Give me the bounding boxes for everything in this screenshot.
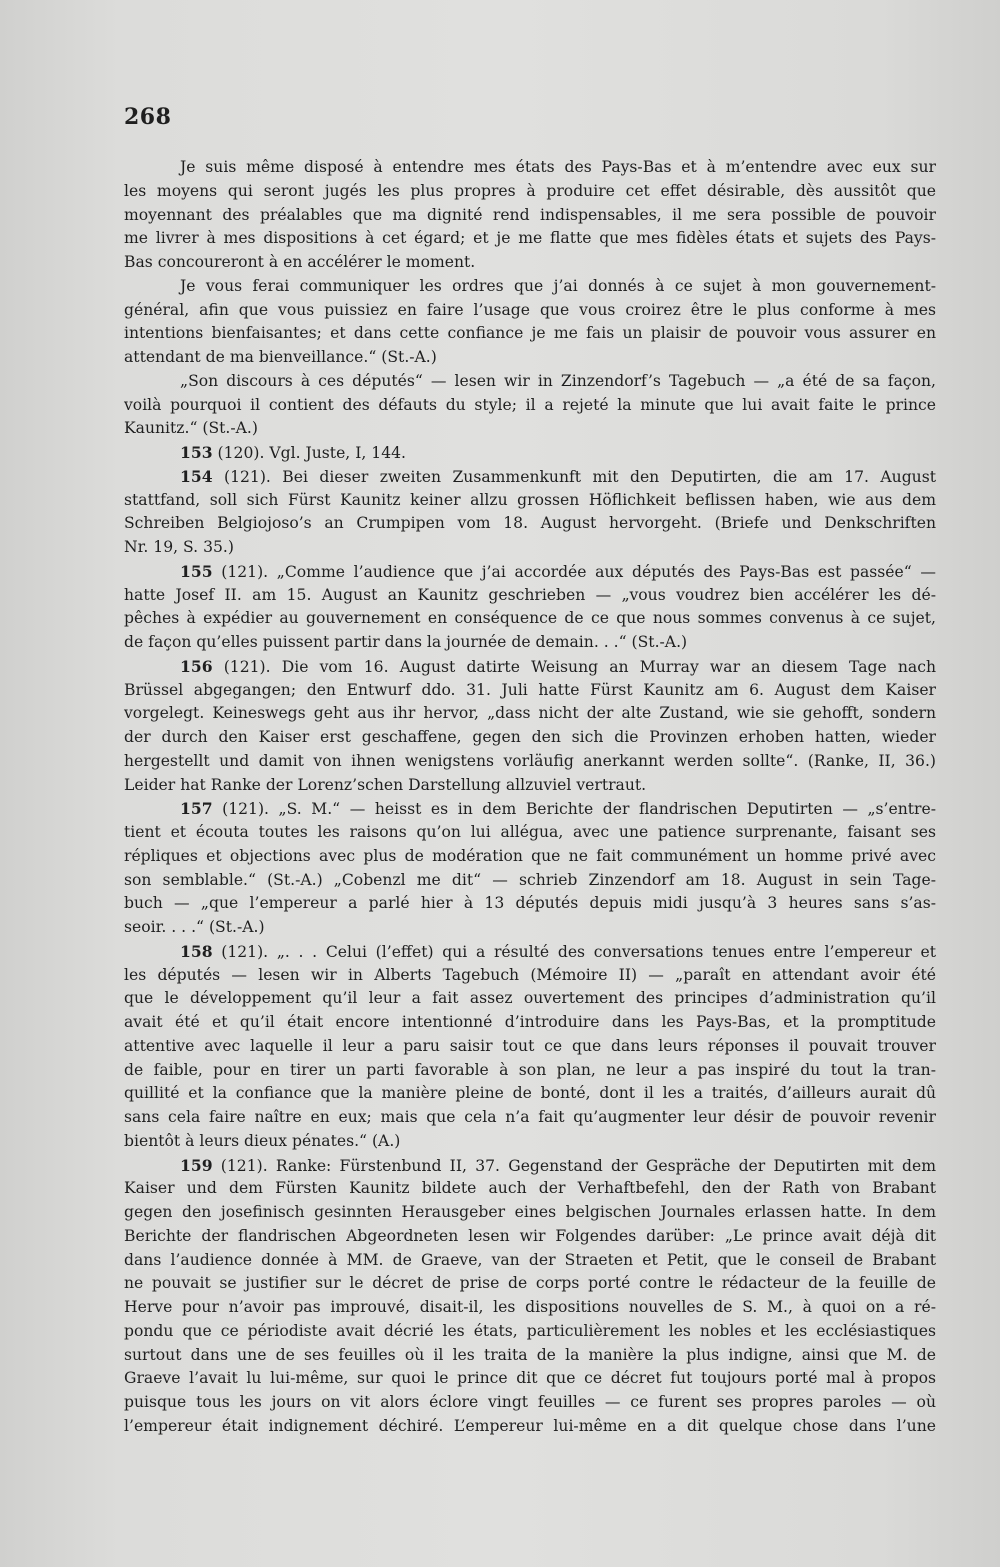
- footnote-number: 159: [180, 1155, 213, 1175]
- line-text: „Son discours à ces députés“ — lesen wir in Zinzendorf’s Tagebuch — „a été de sa façon,: [180, 371, 936, 390]
- text-line: [124, 204, 936, 228]
- line-text: général, afin que vous puissiez en faire l’usage que vous croirez être le plus conforme à mes: [124, 300, 936, 319]
- line-text: der durch den Kaiser erst geschaffene, gegen den sich die Provinzen erhoben hatten, wieder: [124, 728, 936, 746]
- line-text: attendant de ma bienveillance.“ (St.-A.): [124, 348, 437, 366]
- text-line: [124, 631, 936, 655]
- text-line: [124, 964, 936, 988]
- footnote-number: 156: [180, 656, 213, 676]
- line-text: buch — „que l’empereur a parlé hier à 13 députés depuis midi jusqu’à 3 heures sans s’as-: [124, 894, 936, 913]
- line-text: puisque tous les jours on vit alors éclore vingt feuilles — ce furent ses propres paroles — où: [124, 1393, 936, 1411]
- text-line: [124, 322, 936, 346]
- text-line: [124, 869, 936, 893]
- line-text: seoir. . . .“ (St.-A.): [124, 918, 265, 936]
- text-line: [124, 1201, 936, 1225]
- line-text: pêches à expédier au gouvernement en conséquence de ce que nous sommes convenus à ce sujet,: [124, 609, 936, 628]
- line-text: vorgelegt. Keineswegs geht aus ihr hervor, „dass nicht der alte Zustand, wie sie gehofft, sondern: [124, 704, 936, 723]
- text-line: [124, 1011, 936, 1035]
- text-line: [124, 512, 936, 536]
- line-text: son semblable.“ (St.-A.) „Cobenzl me dit“ — schrieb Zinzendorf am 18. August in sein Tage-: [124, 870, 936, 889]
- line-text: Nr. 19, S. 35.): [124, 538, 234, 556]
- footnote-line: [124, 560, 936, 584]
- text-line: [124, 180, 936, 204]
- text-line: [124, 536, 936, 560]
- footnote-line: [124, 1154, 936, 1178]
- line-text: stattfand, soll sich Fürst Kaunitz keiner allzu grossen Höflichkeit beflissen haben, wie aus dem: [124, 490, 936, 509]
- text-line: [124, 1391, 936, 1415]
- text-line: [124, 1059, 936, 1083]
- line-text: (121). Die vom 16. August datirte Weisung an Murray war an diesem Tage nach: [212, 657, 936, 676]
- text-line: [124, 987, 936, 1011]
- text-line: [124, 1344, 936, 1368]
- text-line: [124, 584, 936, 608]
- line-text: les députés — lesen wir in Alberts Tagebuch (Mémoire II) — „paraît en attendant avoir été: [124, 965, 936, 984]
- line-text: Je vous ferai communiquer les ordres que j’ai donnés à ce sujet à mon gouvernement-: [180, 276, 936, 295]
- text-line: [124, 607, 936, 631]
- text-line: [124, 916, 936, 940]
- line-text: me livrer à mes dispositions à cet égard; et je me flatte que mes fidèles états et sujets des Pays-: [124, 229, 936, 248]
- line-text: voilà pourquoi il contient des défauts du style; il a rejeté la minute que lui avait faite le prince: [124, 395, 936, 414]
- text-line: [124, 1106, 936, 1130]
- text-line: [124, 251, 936, 275]
- text-line: [124, 702, 936, 726]
- line-text: attentive avec laquelle il leur a paru saisir tout ce que dans leurs réponses il pouvait trouver: [124, 1036, 936, 1055]
- line-text: bientôt à leurs dieux pénates.“ (A.): [124, 1131, 401, 1150]
- text-line: [124, 394, 936, 418]
- text-line: [124, 892, 936, 916]
- line-text: Kaiser und dem Fürsten Kaunitz bildete auch der Verhaftbefehl, den der Rath von Brabant: [124, 1179, 936, 1198]
- text-line: [124, 1272, 936, 1296]
- line-text: de façon qu’elles puissent partir dans la journée de demain. . .“ (St.-A.): [124, 633, 688, 651]
- line-text: intentions bienfaisantes; et dans cette confiance je me fais un plaisir de pouvoir vous assurer en: [124, 324, 936, 343]
- line-text: dans l’audience donnée à MM. de Graeve, van der Straeten et Petit, que le conseil de Brabant: [124, 1250, 936, 1269]
- footnote-line: [124, 797, 936, 821]
- line-text: Graeve l’avait lu lui-même, sur quoi le prince dit que ce décret fut toujours porté mal à propos: [124, 1369, 936, 1388]
- text-line: [124, 774, 936, 798]
- line-text: (121). „Comme l’audience que j’ai accordée aux députés des Pays-Bas est passée“ —: [212, 562, 936, 581]
- line-text: que le développement qu’il leur a fait assez ouvertement des principes d’administration qu’il: [124, 989, 936, 1008]
- footnote-number: 157: [180, 799, 213, 819]
- text-line: [124, 275, 936, 299]
- text-line: [124, 1035, 936, 1059]
- footnote-line: [124, 655, 936, 679]
- line-text: Leider hat Ranke der Lorenz’schen Darstellung allzuviel vertraut.: [124, 775, 647, 794]
- line-text: surtout dans une de ses feuilles où il les traita de la manière la plus indigne, ainsi que M. de: [124, 1345, 936, 1364]
- text-line: [124, 156, 936, 180]
- text-line: [124, 370, 936, 394]
- text-line: [124, 845, 936, 869]
- footnote-number: 153: [180, 443, 213, 462]
- text-line: [124, 750, 936, 774]
- text-line: [124, 1249, 936, 1273]
- line-text: gegen den josefinisch gesinnten Herausgeber eines belgischen Journales erlassen hatte. In dem: [124, 1203, 936, 1221]
- line-text: Bas concoureront à en accélérer le moment.: [124, 253, 476, 271]
- line-text: sans cela faire naître en eux; mais que cela n’a fait qu’augmenter leur désir de pouvoir revenir: [124, 1108, 936, 1126]
- line-text: l’empereur était indignement déchiré. L’empereur lui-même en a dit quelque chose dans l’une: [124, 1416, 936, 1435]
- line-text: Herve pour n’avoir pas improuvé, disait-il, les dispositions nouvelles de S. M., à quoi on a ré-: [124, 1298, 936, 1316]
- line-text: Brüssel abgegangen; den Entwurf ddo. 31. Juli hatte Fürst Kaunitz am 6. August dem Kaiser: [124, 680, 936, 699]
- line-text: avait été et qu’il était encore intentionné d’introduire dans les Pays-Bas, et la promptitude: [124, 1013, 936, 1031]
- footnote-number: 158: [180, 941, 213, 961]
- footnote-number: 155: [180, 561, 213, 581]
- text-line: [124, 1415, 936, 1439]
- line-text: Schreiben Belgiojoso’s an Crumpipen vom 18. August hervorgeht. (Briefe und Denkschriften: [124, 514, 936, 533]
- text-line: [124, 1225, 936, 1249]
- line-text: tient et écouta toutes les raisons qu’on lui allégua, avec une patience surprenante, faisant ses: [124, 823, 936, 841]
- text-line: [124, 227, 936, 251]
- line-text: Berichte der flandrischen Abgeordneten lesen wir Folgendes darüber: „Le prince avait déjà dit: [124, 1226, 936, 1245]
- line-text: (121). Ranke: Fürstenbund II, 37. Gegenstand der Gespräche der Deputirten mit dem: [212, 1156, 936, 1175]
- line-text: (121). Bei dieser zweiten Zusammenkunft mit den Deputirten, die am 17. August: [212, 467, 936, 486]
- line-text: moyennant des préalables que ma dignité rend indispensables, il me sera possible de pouvoir: [124, 205, 936, 224]
- footnote-number: 154: [180, 466, 213, 486]
- text-line: [124, 417, 936, 441]
- line-text: (121). „S. M.“ — heisst es in dem Berichte der flandrischen Deputirten — „s’entre-: [212, 800, 936, 819]
- line-text: répliques et objections avec plus de modération que ne fait communément un homme privé avec: [124, 846, 936, 865]
- footnote-line: [124, 465, 936, 489]
- text-line: [124, 1177, 936, 1201]
- page-number: 268: [124, 104, 172, 130]
- line-text: les moyens qui seront jugés les plus propres à produire cet effet désirable, dès aussitôt que: [124, 181, 936, 200]
- text-line: [124, 679, 936, 703]
- footnote-line: [124, 441, 936, 465]
- text-line: [124, 1367, 936, 1391]
- line-text: (121). „. . . Celui (l’effet) qui a résulté des conversations tenues entre l’empereur et: [212, 942, 936, 961]
- text-line: [124, 821, 936, 845]
- footnote-line: [124, 940, 936, 964]
- text-line: [124, 1320, 936, 1344]
- text-line: [124, 346, 936, 370]
- text-line: [124, 1130, 936, 1154]
- line-text: hatte Josef II. am 15. August an Kaunitz geschrieben — „vous voudrez bien accélérer les dé-: [124, 585, 936, 604]
- text-line: [124, 1296, 936, 1320]
- line-text: Je suis même disposé à entendre mes états des Pays-Bas et à m’entendre avec eux sur: [180, 158, 936, 176]
- line-text: ne pouvait se justifier sur le décret de prise de corps porté contre le rédacteur de la feuille de: [124, 1274, 936, 1293]
- body-text: [124, 156, 936, 1439]
- text-line: [124, 1082, 936, 1106]
- line-text: (120). Vgl. Juste, I, 144.: [212, 444, 407, 462]
- text-line: [124, 299, 936, 323]
- line-text: Kaunitz.“ (St.-A.): [124, 419, 258, 438]
- text-line: [124, 726, 936, 750]
- line-text: de faible, pour en tirer un parti favorable à son plan, ne leur a pas inspiré du tout la tran-: [124, 1060, 936, 1079]
- line-text: pondu que ce périodiste avait décrié les états, particulièrement les nobles et les ecclésiastiques: [124, 1321, 936, 1340]
- line-text: hergestellt und damit von ihnen wenigstens vorläufig anerkannt werden sollte“. (Ranke, II, 36.): [124, 751, 936, 770]
- text-line: [124, 489, 936, 513]
- line-text: quillité et la confiance que la manière pleine de bonté, dont il les a traités, d’ailleurs aurait dû: [124, 1084, 936, 1103]
